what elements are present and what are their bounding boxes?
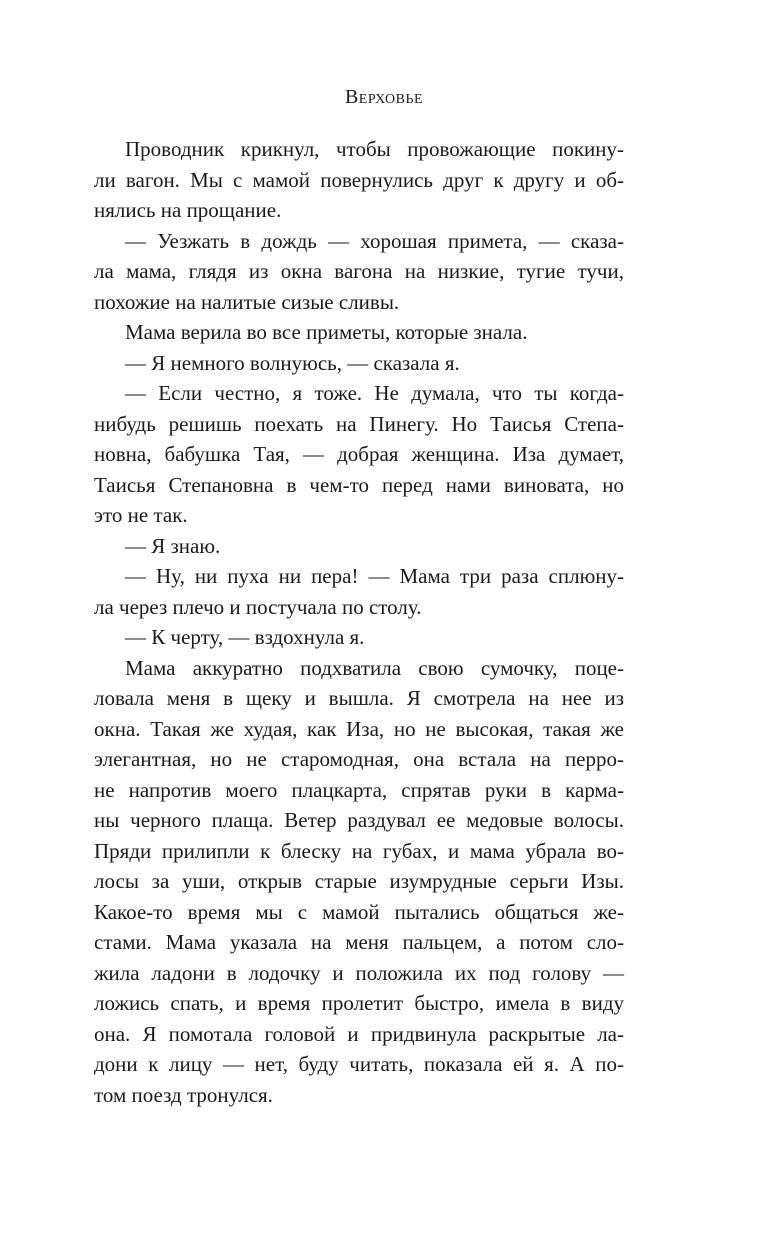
text-line: ложись спать, и время пролетит быстро, имела в виду	[94, 991, 624, 1015]
text-line: это не так.	[94, 503, 188, 527]
text-line: стами. Мама указала на меня пальцем, а потом сло-	[94, 930, 624, 954]
text-line: она. Я помотала головой и придвинула раскрытые ла-	[94, 1021, 624, 1046]
text-line: ла мама, глядя из окна вагона на низкие, тугие тучи,	[94, 259, 624, 283]
text-line: — Я немного волнуюсь, — сказала я.	[125, 350, 460, 375]
text-line: дони к лицу — нет, буду читать, показала ей я. А по-	[94, 1052, 624, 1076]
text-line: ла через плечо и постучала по столу.	[94, 594, 422, 619]
text-line: нялись на прощание.	[94, 198, 282, 222]
text-line: Пряди прилипли к блеску на губах, и мама убрала во-	[94, 838, 624, 863]
text-line: — Я знаю.	[125, 533, 221, 558]
text-line: жила ладони в лодочку и положила их под голову —	[94, 960, 624, 985]
text-line: окна. Такая же худая, как Иза, но не высокая, такая же	[94, 716, 624, 741]
text-line: Мама аккуратно подхватила свою сумочку, поце-	[125, 655, 624, 680]
text-line: — Если честно, я тоже. Не думала, что ты когда-	[125, 381, 624, 405]
text-line: лосы за уши, открыв старые изумрудные серьги Изы.	[94, 869, 624, 893]
text-line: — К черту, — вздохнула я.	[125, 625, 365, 649]
text-line: нибудь решишь поехать на Пинегу. Но Таисья Степа-	[94, 411, 624, 436]
text-line: ли вагон. Мы с мамой повернулись друг к другу и об-	[94, 167, 624, 192]
running-title: Верховье	[344, 86, 424, 108]
text-line: новна, бабушка Тая, — добрая женщина. Иза думает,	[94, 442, 624, 466]
text-line: — Ну, ни пуха ни пера! — Мама три раза сплюну-	[125, 564, 624, 588]
text-line: Мама верила во все приметы, которые знала.	[125, 320, 528, 344]
text-line: ловала меня в щеку и вышла. Я смотрела на нее из	[94, 686, 624, 710]
text-line: элегантная, но не старомодная, она встала на перро-	[94, 747, 624, 771]
body-text	[94, 134, 624, 1110]
text-line: Какое-то время мы с мамой пытались общаться же-	[94, 899, 624, 924]
text-line: Проводник крикнул, чтобы провожающие покину-	[125, 137, 624, 161]
text-line: похожие на налитые сизые сливы.	[94, 289, 400, 314]
text-line: не напротив моего плацкарта, спрятав руки в карма-	[94, 777, 624, 802]
text-line: том поезд тронулся.	[94, 1082, 273, 1107]
text-line: — Уезжать в дождь — хорошая примета, — сказа-	[125, 228, 624, 253]
text-line: Таисья Степановна в чем-то перед нами виновата, но	[94, 472, 624, 497]
text-line: ны черного плаща. Ветер раздувал ее медовые волосы.	[94, 808, 624, 832]
